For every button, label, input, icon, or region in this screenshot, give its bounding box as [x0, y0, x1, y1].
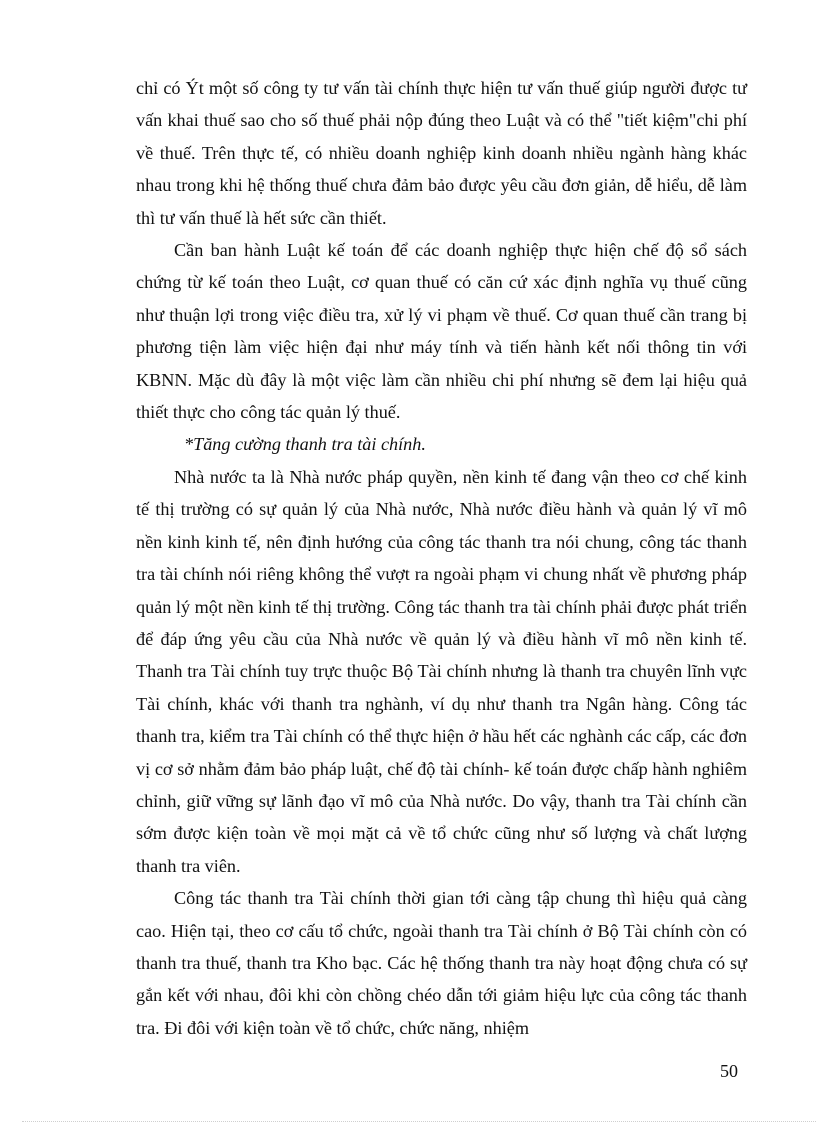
document-page	[136, 72, 747, 1044]
paragraph-tax-advisory: chỉ có Ýt một số công ty tư vấn tài chính thực hiện tư vấn thuế giúp người được tư vấn khai thuế sao cho số thuế phải nộp đúng theo Luật và có thể "tiết kiệm"chi phí về thuế. Trên thực tế, có nhiều doanh nghiệp kinh doanh nhiều ngành hàng khác nhau trong khi hệ thống thuế chưa đảm bảo được yêu cầu đơn giản, dễ hiểu, dễ làm thì tư vấn thuế là hết sức cần thiết.	[136, 78, 747, 228]
page-number: 50	[720, 1061, 738, 1081]
paragraph-inspection-organization: Công tác thanh tra Tài chính thời gian tới càng tập chung thì hiệu quả càng cao. Hiện tại, theo cơ cấu tổ chức, ngoài thanh tra Tài chính ở Bộ Tài chính còn có thanh tra thuế, thanh tra Kho bạc. Các hệ thống thanh tra này hoạt động chưa có sự gắn kết với nhau, đôi khi còn chồng chéo dẫn tới giảm hiệu lực của công tác thanh tra. Đi đôi với kiện toàn về tổ chức, chức năng, nhiệm	[136, 888, 747, 1038]
section-heading-financial-inspection: *Tăng cường thanh tra tài chính.	[184, 434, 426, 455]
footer-divider	[22, 1121, 816, 1122]
paragraph-accounting-law: Cần ban hành Luật kế toán để các doanh nghiệp thực hiện chế độ sổ sách chứng từ kế toán theo Luật, cơ quan thuế có căn cứ xác định nghĩa vụ thuế cũng như thuận lợi trong việc điều tra, xử lý vi phạm về thuế. Cơ quan thuế cần trang bị phương tiện làm việc hiện đại như máy tính và tiến hành kết nối thông tin với KBNN. Mặc dù đây là một việc làm cần nhiều chi phí nhưng sẽ đem lại hiệu quả thiết thực cho công tác quản lý thuế.	[136, 240, 747, 423]
paragraph-state-management: Nhà nước ta là Nhà nước pháp quyền, nền kinh tế đang vận theo cơ chế kinh tế thị trường có sự quản lý của Nhà nước, Nhà nước điều hành và quản lý vĩ mô nền kinh kinh tế, nên định hướng của công tác thanh tra nói chung, công tác thanh tra tài chính nói riêng không thể vượt ra ngoài phạm vi chung nhất về phương pháp quản lý một nền kinh tế thị trường. Công tác thanh tra tài chính phải được phát triển để đáp ứng yêu cầu của Nhà nước về quản lý và điều hành vĩ mô nền kinh tế. Thanh tra Tài chính tuy trực thuộc Bộ Tài chính nhưng là thanh tra chuyên lĩnh vực Tài chính, khác với thanh tra nghành, ví dụ như thanh tra Ngân hàng. Công tác thanh tra, kiểm tra Tài chính có thể thực hiện ở hầu hết các nghành các cấp, các đơn vị cơ sở nhằm đảm bảo pháp luật, chế độ tài chính- kế toán được chấp hành nghiêm chỉnh, giữ vững sự lãnh đạo vĩ mô của Nhà nước. Do vậy, thanh tra Tài chính cần sớm được kiện toàn về mọi mặt cả về tổ chức cũng như số lượng và chất lượng thanh tra viên.	[136, 466, 747, 876]
